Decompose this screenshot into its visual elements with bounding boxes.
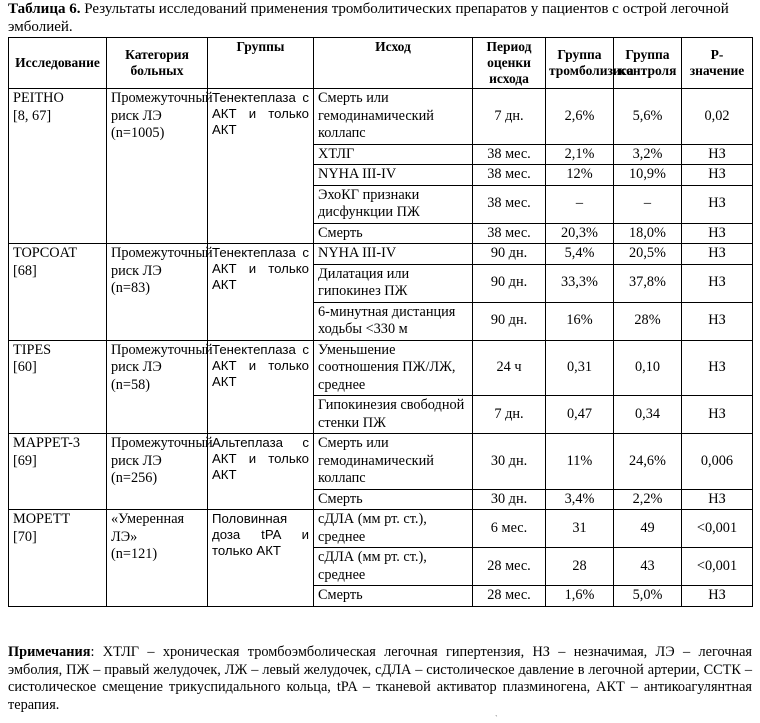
patient-count: (n=121) [111,546,158,562]
control-value: 10,9% [614,165,682,186]
outcome-cell: NYHA III-IV [314,244,473,265]
header-category: Категория больных [107,38,208,89]
outcome-cell: сДЛА (мм рт. ст.), среднее [314,510,473,548]
period-cell: 90 дн. [473,264,546,302]
control-value: 18,0% [614,223,682,244]
p-value: НЗ [682,302,753,340]
p-value: НЗ [682,586,753,607]
study-name: TOPCOAT [13,245,78,261]
category-cell [107,89,213,244]
table-row [9,434,753,490]
notes-text: : ХТЛГ – хроническая тромбоэмболическая легочная гипертензия, НЗ – незначимая, ЛЭ – легочная эмболия, ПЖ – правый желудочек, ЛЖ – левый желудочек, сДЛА – систолическое давление в легочной артерии, ССТК – систолическое смещение трикуспидального кольца, tPA – тканевой активатор плазминогена, АКТ – антикоагулянтная терапия. [8,644,752,713]
outcome-cell: Смерть или гемодинамический коллапс [314,89,473,145]
period-cell: 38 мес. [473,223,546,244]
groups-cell: Тенектеплаза с АКТ и только АКТ [208,89,314,244]
thrombolysis-value: 11% [546,434,614,490]
notes-label: Примечания [8,644,91,660]
table-row [9,340,753,396]
study-cell [9,510,107,607]
control-value: 49 [614,510,682,548]
results-table [8,37,753,607]
table-row [9,244,753,265]
p-value: <0,001 [682,548,753,586]
category-cell [107,434,213,510]
period-cell: 30 дн. [473,434,546,490]
p-value: НЗ [682,489,753,510]
control-value: – [614,185,682,223]
table-row [9,89,753,145]
period-cell: 28 мес. [473,548,546,586]
study-name: MAPPET-3 [13,435,81,451]
p-value: НЗ [682,340,753,396]
control-value: 0,10 [614,340,682,396]
p-value: НЗ [682,185,753,223]
outcome-cell: Смерть [314,489,473,510]
study-ref: [70] [13,528,37,545]
page-mark: ` [495,714,498,723]
period-cell: 90 дн. [473,302,546,340]
groups-cell: Тенектеплаза с АКТ и только АКТ [208,340,314,434]
caption-label: Таблица 6. [8,1,81,17]
p-value: НЗ [682,144,753,165]
control-value: 2,2% [614,489,682,510]
category-text: Промежуточный риск ЛЭ [111,341,213,375]
p-value: НЗ [682,165,753,186]
outcome-cell: Уменьшение соотношения ПЖ/ЛЖ, среднее [314,340,473,396]
control-value: 3,2% [614,144,682,165]
control-value: 20,5% [614,244,682,265]
outcome-cell: Смерть [314,586,473,607]
period-cell: 7 дн. [473,89,546,145]
thrombolysis-value: 28 [546,548,614,586]
table-notes [8,644,752,714]
outcome-cell: Смерть или гемодинамический коллапс [314,434,473,490]
groups-cell: Половинная доза tPA и только АКТ [208,510,314,607]
outcome-cell: ЭхоКГ признаки дисфункции ПЖ [314,185,473,223]
study-cell [9,89,107,244]
thrombolysis-value: 12% [546,165,614,186]
study-cell [9,340,107,434]
study-ref: [60] [13,359,37,375]
study-cell [9,434,107,510]
period-cell: 38 мес. [473,144,546,165]
category-cell [107,244,213,341]
header-p-value: P-значение [682,38,753,89]
thrombolysis-value: 0,47 [546,396,614,434]
outcome-cell: Дилатация или гипокинез ПЖ [314,264,473,302]
period-cell: 38 мес. [473,185,546,223]
period-cell: 7 дн. [473,396,546,434]
period-cell: 90 дн. [473,244,546,265]
period-cell: 30 дн. [473,489,546,510]
caption-text: Результаты исследований применения тромболитических препаратов у пациентов с острой легочной эмболией. [8,1,729,35]
thrombolysis-value: 31 [546,510,614,548]
study-name: MOPETT [13,511,71,527]
patient-count: (n=1005) [111,125,165,141]
category-text: Промежуточный риск ЛЭ [111,90,213,124]
p-value: НЗ [682,264,753,302]
outcome-cell: Гипокинезия свободной стенки ПЖ [314,396,473,434]
control-value: 0,34 [614,396,682,434]
p-value: <0,001 [682,510,753,548]
thrombolysis-value: 16% [546,302,614,340]
table-caption [8,0,752,36]
category-cell [107,510,208,607]
thrombolysis-value: 2,1% [546,144,614,165]
header-thrombolysis: Группа тромболизиса [546,38,614,89]
category-cell [107,340,213,434]
patient-count: (n=58) [111,376,151,393]
control-value: 37,8% [614,264,682,302]
p-value: НЗ [682,396,753,434]
study-ref: [68] [13,262,37,279]
outcome-cell: сДЛА (мм рт. ст.), среднее [314,548,473,586]
p-value: НЗ [682,244,753,265]
header-outcome: Исход [314,38,473,89]
category-text: Промежуточный риск ЛЭ [111,435,213,469]
period-cell: 38 мес. [473,165,546,186]
thrombolysis-value: 5,4% [546,244,614,265]
category-text: «Умеренная ЛЭ» [111,511,185,545]
study-name: PEITHO [13,90,64,106]
thrombolysis-value: 33,3% [546,264,614,302]
outcome-cell: ХТЛГ [314,144,473,165]
period-cell: 6 мес. [473,510,546,548]
study-name: TIPES [13,341,52,358]
p-value: 0,006 [682,434,753,490]
control-value: 5,0% [614,586,682,607]
table-body [9,89,753,607]
table-row [9,510,753,548]
outcome-cell: NYHA III-IV [314,165,473,186]
header-groups: Группы [208,38,314,89]
header-control: Группа контроля [614,38,682,89]
thrombolysis-value: 3,4% [546,489,614,510]
groups-cell: Тенектеплаза с АКТ и только АКТ [208,244,314,341]
p-value: 0,02 [682,89,753,145]
period-cell: 28 мес. [473,586,546,607]
control-value: 43 [614,548,682,586]
period-cell: 24 ч [473,340,546,396]
study-ref: [69] [13,452,37,469]
thrombolysis-value: – [546,185,614,223]
thrombolysis-value: 2,6% [546,89,614,145]
category-text: Промежуточный риск ЛЭ [111,245,213,279]
patient-count: (n=256) [111,470,158,486]
p-value: НЗ [682,223,753,244]
header-study: Исследование [9,38,107,89]
control-value: 24,6% [614,434,682,490]
study-ref: [8, 67] [13,107,52,124]
outcome-cell: 6-минутная дистанция ходьбы <330 м [314,302,473,340]
header-period: Период оценки исхода [473,38,546,89]
header-row [9,38,753,89]
thrombolysis-value: 1,6% [546,586,614,607]
study-cell [9,244,107,341]
control-value: 5,6% [614,89,682,145]
thrombolysis-value: 20,3% [546,223,614,244]
groups-cell: Альтеплаза с АКТ и только АКТ [208,434,314,510]
thrombolysis-value: 0,31 [546,340,614,396]
control-value: 28% [614,302,682,340]
outcome-cell: Смерть [314,223,473,244]
patient-count: (n=83) [111,280,151,296]
